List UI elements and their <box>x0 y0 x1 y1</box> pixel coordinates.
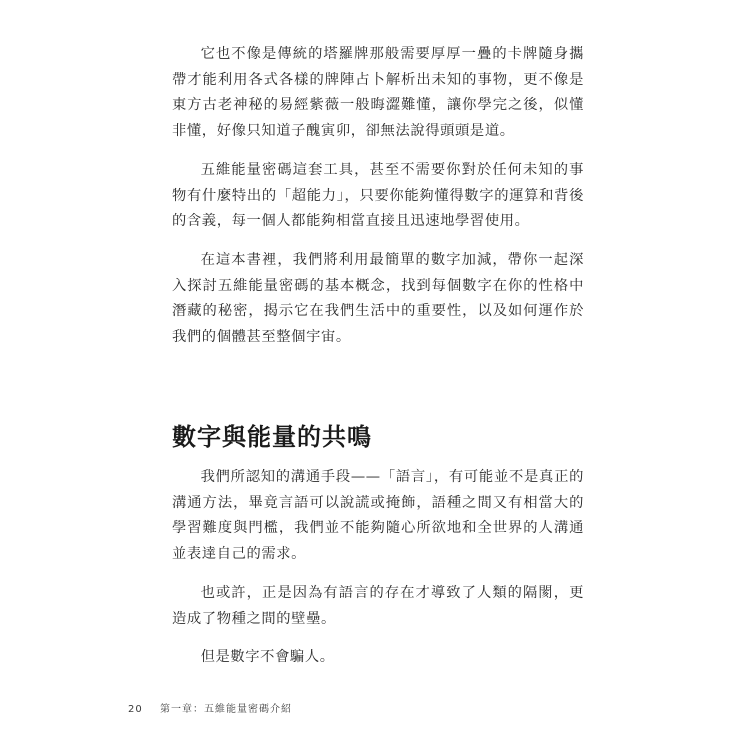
paragraph: 我們所認知的溝通手段——「語言」，有可能並不是真正的溝通方法，畢竟言語可以說謊或掩飾，語種之間又有相當大的學習難度與門檻，我們並不能夠隨心所欲地和全世界的人溝通並表達自己的需求。 <box>172 469 584 563</box>
chapter-title: 第一章：五維能量密碼介紹 <box>160 704 292 715</box>
page-footer <box>128 703 292 717</box>
section-heading: 數字與能量的共鳴 <box>172 423 372 451</box>
paragraph: 五維能量密碼這套工具，甚至不需要你對於任何未知的事物有什麼特出的「超能力」，只要你能夠懂得數字的運算和背後的含義，每一個人都能夠相當直接且迅速地學習使用。 <box>172 161 584 230</box>
paragraph: 在這本書裡，我們將利用最簡單的數字加減，帶你一起深入探討五維能量密碼的基本概念，找到每個數字在你的性格中潛藏的秘密，揭示它在我們生活中的重要性，以及如何運作於我們的個體甚至整個宇宙。 <box>172 251 584 346</box>
page-number: 20 <box>128 704 143 715</box>
body-text-bottom <box>172 465 584 671</box>
paragraph: 也或許，正是因為有語言的存在才導致了人類的隔閡，更造成了物種之間的壁壘。 <box>172 584 584 627</box>
paragraph: 但是數字不會騙人。 <box>200 649 335 666</box>
paragraph: 它也不像是傳統的塔羅牌那般需要厚厚一疊的卡牌隨身攜帶才能利用各式各樣的牌陣占卜解析出未知的事物，更不像是東方古老神秘的易經紫薇一般晦澀難懂，讓你學完之後，似懂非懂，好像只知道子醜寅卯，卻無法說得頭頭是道。 <box>172 46 584 140</box>
body-text-top <box>172 42 584 351</box>
